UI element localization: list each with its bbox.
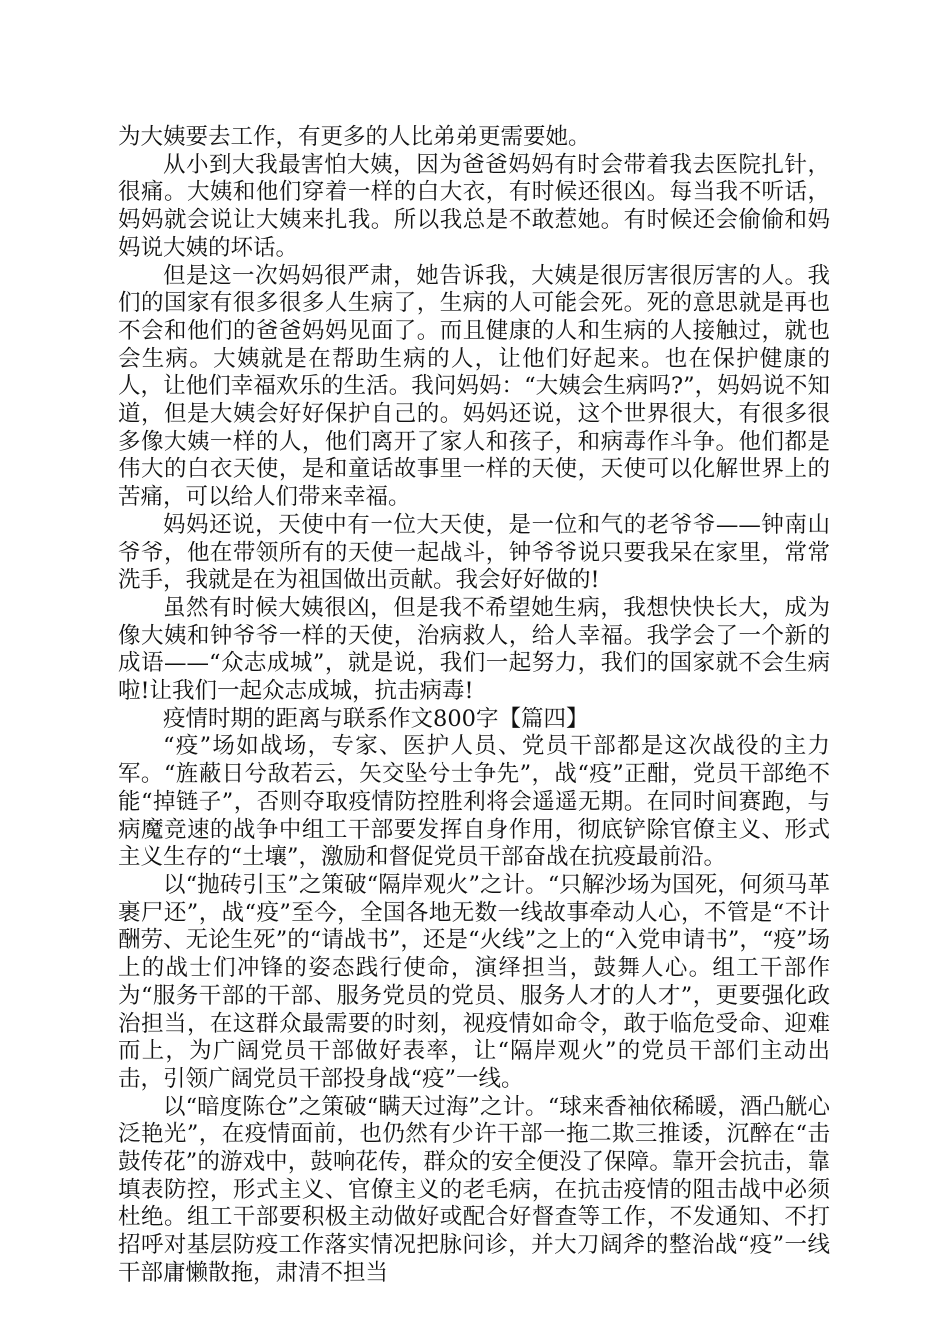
paragraph-1: 为大姨要去工作，有更多的人比弟弟更需要她。 bbox=[118, 124, 591, 150]
paragraph-6: “疫”场如战场，专家、医护人员、党员干部都是这次战役的主力军。“旌蔽日兮敌若云，矢交坠兮士争先”，战“疫”正酣，党员干部绝不能“掉链子”，否则夺取疫情防控胜利将会遥遥无期。在同时间赛跑，与病魔竞速的战争中组工干部要发挥自身作用，彻底铲除官僚主义、形式主义生存的“土壤”，激励和督促党员干部奋战在抗疫最前沿。 bbox=[118, 733, 830, 871]
section-heading: 疫情时期的距离与联系作文800字【篇四】 bbox=[163, 705, 589, 732]
document-body bbox=[118, 124, 830, 1288]
paragraph-5: 虽然有时候大姨很凶，但是我不希望她生病，我想快快长大，成为像大姨和钟爷爷一样的天使，治病救人，给人幸福。我学会了一个新的成语——“众志成城”，就是说，我们一起努力，我们的国家就不会生病啦!让我们一起众志成城，抗击病毒! bbox=[118, 594, 830, 705]
paragraph-2: 从小到大我最害怕大姨，因为爸爸妈妈有时会带着我去医院扎针，很痛。大姨和他们穿着一样的白大衣，有时候还很凶。每当我不听话，妈妈就会说让大姨来扎我。所以我总是不敢惹她。有时候还会偷偷和妈妈说大姨的坏话。 bbox=[118, 151, 830, 261]
paragraph-7: 以“抛砖引玉”之策破“隔岸观火”之计。“只解沙场为国死，何须马革裹尸还”，战“疫”至今，全国各地无数一线故事牵动人心，不管是“不计酬劳、无论生死”的“请战书”，还是“火线”之上的“入党申请书”，“疫”场上的战士们冲锋的姿态践行使命，演绎担当，鼓舞人心。组工干部作为“服务干部的干部、服务党员的党员、服务人才的人才”，更要强化政治担当，在这群众最需要的时刻，视疫情如命令，敢于临危受命、迎难而上，为广阔党员干部做好表率，让“隔岸观火”的党员干部们主动出击，引领广阔党员干部投身战“疫”一线。 bbox=[118, 871, 830, 1092]
paragraph-8: 以“暗度陈仓”之策破“瞒天过海”之计。“球来香袖依稀暖，酒凸觥心泛艳光”，在疫情面前，也仍然有少许干部一拖二欺三推诿，沉醉在“击鼓传花”的游戏中，鼓响花传，群众的安全便没了保障。靠开会抗击，靠填表防控，形式主义、官僚主义的老毛病，在抗击疫情的阻击战中必须杜绝。组工干部要积极主动做好或配合好督查等工作，不发通知、不打招呼对基层防疫工作落实情况把脉问诊，并大刀阔斧的整治战“疫”一线干部庸懒散拖，肃清不担当 bbox=[118, 1093, 830, 1286]
paragraph-4: 妈妈还说，天使中有一位大天使，是一位和气的老爷爷——钟南山爷爷，他在带领所有的天使一起战斗，钟爷爷说只要我呆在家里，常常洗手，我就是在为祖国做出贡献。我会好好做的! bbox=[118, 511, 830, 594]
paragraph-3: 但是这一次妈妈很严肃，她告诉我，大姨是很厉害很厉害的人。我们的国家有很多很多人生病了，生病的人可能会死。死的意思就是再也不会和他们的爸爸妈妈见面了。而且健康的人和生病的人接触过，就也会生病。大姨就是在帮助生病的人，让他们好起来。也在保护健康的人，让他们幸福欢乐的生活。我问妈妈：“大姨会生病吗?”，妈妈说不知道，但是大姨会好好保护自己的。妈妈还说，这个世界很大，有很多很多像大姨一样的人，他们离开了家人和孩子，和病毒作斗争。他们都是伟大的白衣天使，是和童话故事里一样的天使，天使可以化解世界上的苦痛，可以给人们带来幸福。 bbox=[118, 262, 830, 511]
